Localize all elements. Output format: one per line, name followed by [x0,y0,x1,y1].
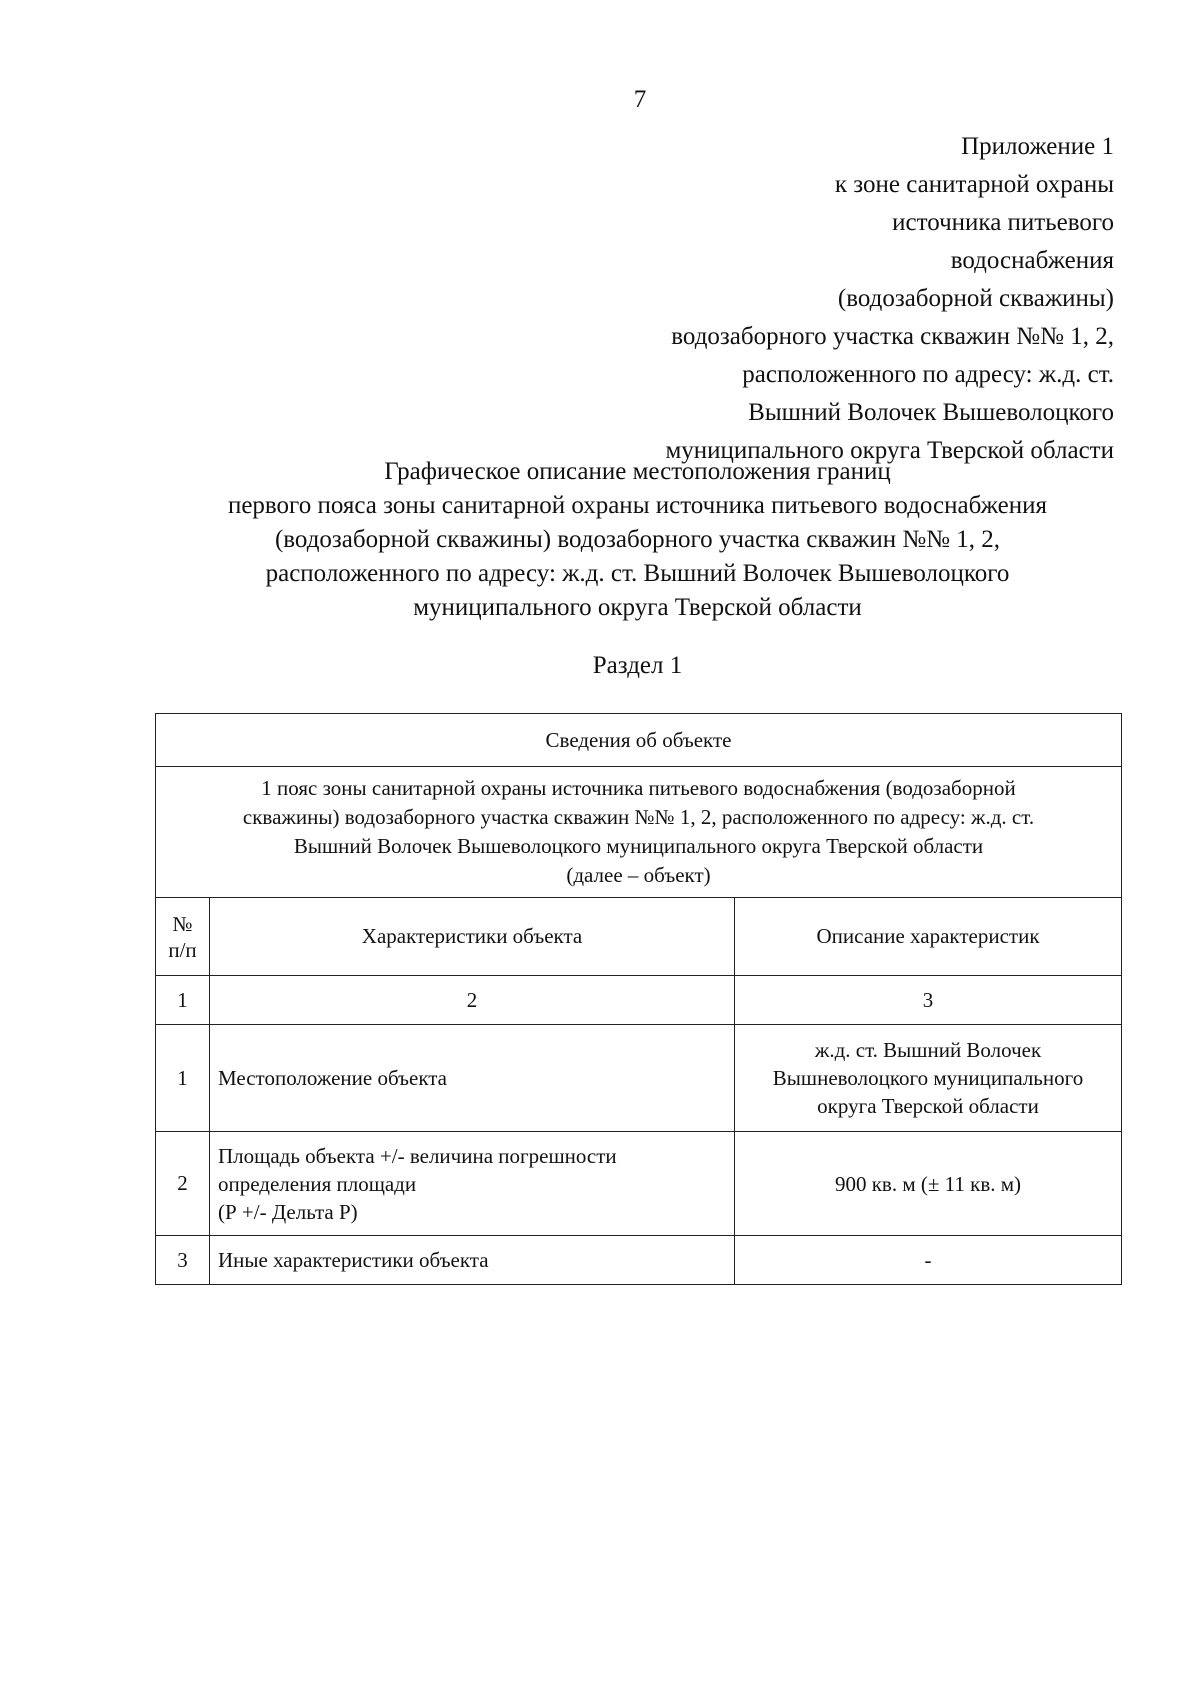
column-header-num-line: № [172,911,193,936]
row-characteristic [210,1132,735,1236]
appendix-line: источника питьевого [892,209,1114,236]
object-description [156,767,1122,898]
object-line: Вышний Волочек Вышеволоцкого муниципального округа Тверской области [293,834,984,858]
object-row [156,767,1122,898]
table-row [156,1132,1122,1236]
appendix-line: Приложение 1 [961,133,1114,160]
row-number: 2 [156,1132,210,1236]
appendix-line: расположенного по адресу: ж.д. ст. [742,361,1114,388]
column-header-num-line: п/п [168,937,197,962]
title-line: расположенного по адресу: ж.д. ст. Вышний Волочек Вышеволоцкого [265,560,1010,587]
row-description [735,1132,1122,1236]
title-line: Графическое описание местоположения границ [384,458,891,485]
description-line: 900 кв. м (± 11 кв. м) [834,1171,1022,1196]
appendix-line: Вышний Волочек Вышеволоцкого [748,399,1114,426]
description-line: округа Тверской области [817,1094,1039,1118]
appendix-line: (водозаборной скважины) [837,285,1114,312]
row-characteristic [210,1025,735,1132]
object-line: скважины) водозаборного участка скважин №№ 1, 2, расположенного по адресу: ж.д. ст. [242,805,1035,829]
appendix-line: к зоне санитарной охраны [834,171,1114,198]
description-line: Вышневолоцкого муниципального [772,1066,1084,1090]
object-info-table [155,713,1122,1285]
characteristic-line: Местоположение объекта [218,1066,448,1090]
column-header-characteristics: Характеристики объекта [210,898,735,976]
appendix-line: муниципального округа Тверской области [665,437,1114,464]
section-title: Раздел 1 [592,652,683,679]
row-number: 1 [156,1025,210,1132]
column-number: 2 [210,976,735,1025]
column-number-row [156,976,1122,1025]
table-header: Сведения об объекте [156,714,1122,767]
table-row [156,1236,1122,1285]
object-line: (далее – объект) [566,863,711,887]
column-header-num [156,898,210,976]
characteristic-line: (Р +/- Дельта Р) [218,1199,358,1224]
description-line: - [924,1248,932,1272]
appendix-header [414,128,1114,470]
table-header-row [156,714,1122,767]
characteristic-line: определения площади [218,1171,417,1196]
description-line: ж.д. ст. Вышний Волочек [814,1038,1042,1062]
title-line: муниципального округа Тверской области [413,594,862,621]
title-line: (водозаборной скважины) водозаборного участка скважин №№ 1, 2, [274,526,1001,553]
appendix-line: водозаборного участка скважин №№ 1, 2, [671,323,1114,350]
characteristic-line: Иные характеристики объекта [218,1248,489,1272]
page-number: 7 [633,86,647,113]
title-line: первого пояса зоны санитарной охраны источника питьевого водоснабжения [227,492,1048,519]
row-number: 3 [156,1236,210,1285]
table-row [156,1025,1122,1132]
column-header-row [156,898,1122,976]
appendix-line: водоснабжения [950,247,1114,274]
object-line: 1 пояс зоны санитарной охраны источника питьевого водоснабжения (водозаборной [261,776,1016,800]
document-title [140,455,1135,625]
column-header-description: Описание характеристик [735,898,1122,976]
row-description [735,1025,1122,1132]
row-characteristic [210,1236,735,1285]
column-number: 1 [156,976,210,1025]
characteristic-line: Площадь объекта +/- величина погрешности [218,1143,617,1168]
column-number: 3 [735,976,1122,1025]
row-description [735,1236,1122,1285]
